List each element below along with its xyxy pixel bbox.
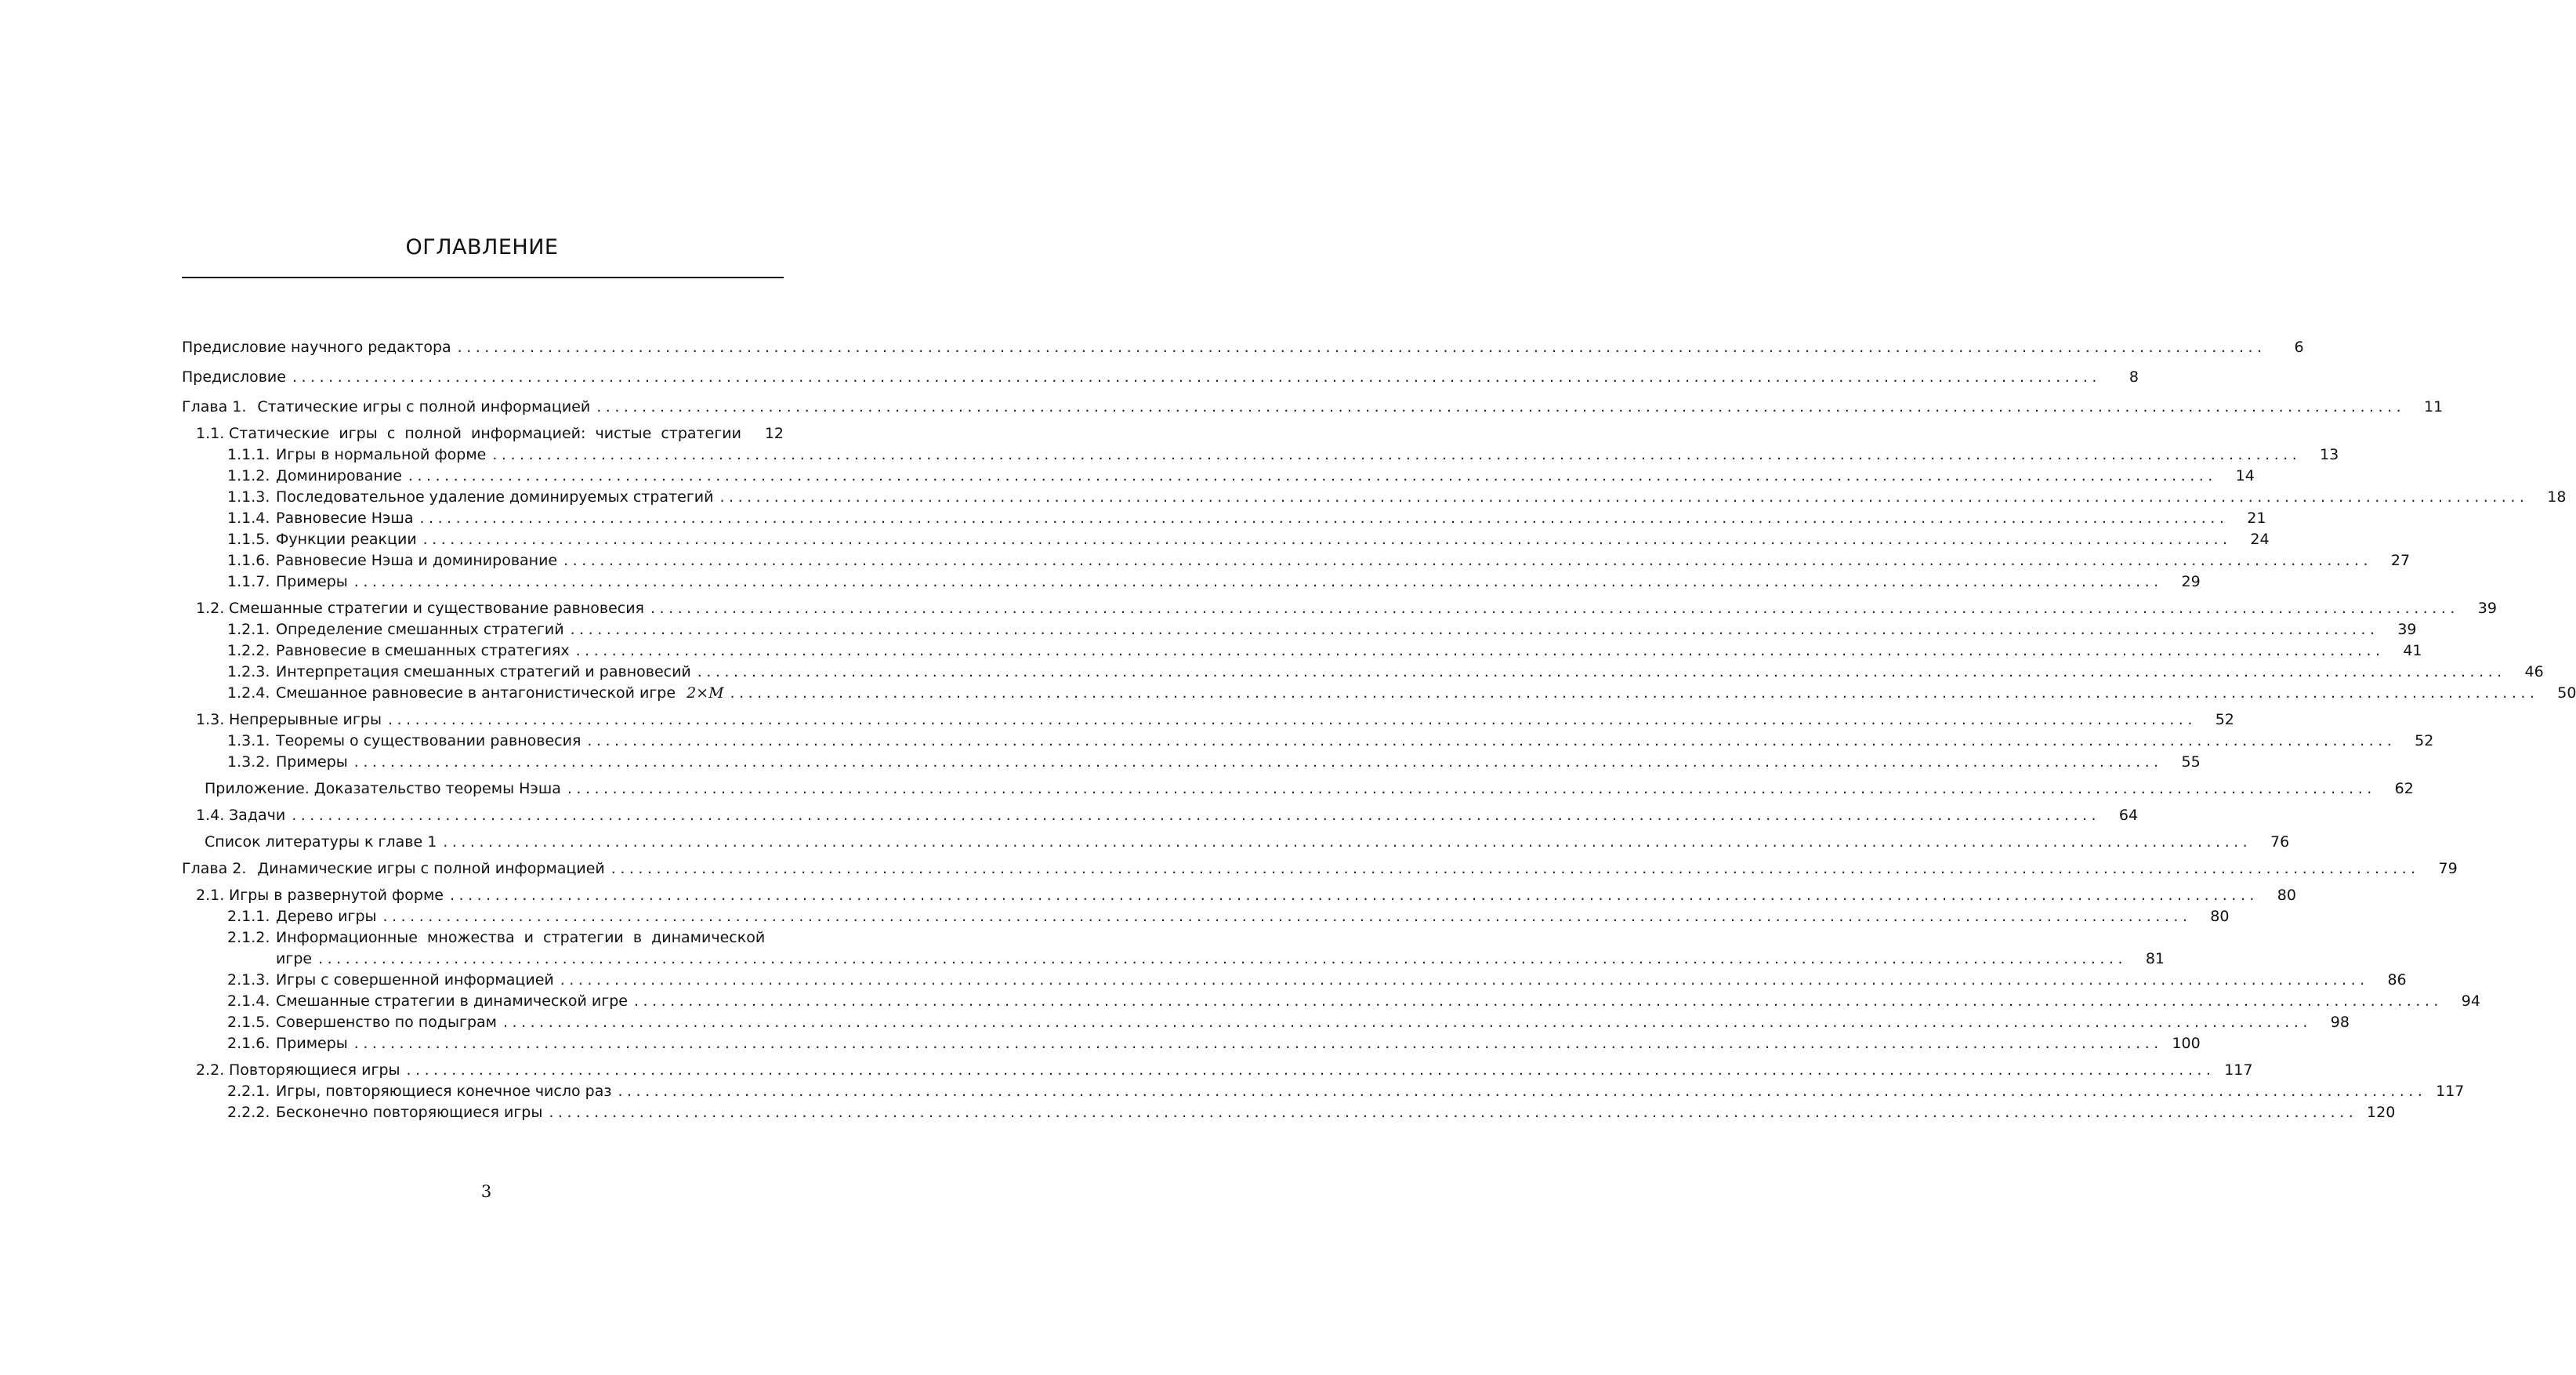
toc-entry-page: 98 — [2330, 1014, 2350, 1031]
toc-entry-title: Доминирование — [276, 467, 402, 484]
toc-entry[interactable] — [182, 752, 2201, 773]
toc-entry-number: 1.1.7. — [227, 573, 270, 590]
toc-entry-title: Предисловие научного редактора — [182, 339, 451, 356]
toc-entry-number: 2.1.5. — [227, 1014, 270, 1031]
dot-leader: ........................................................................................................................................................................................................ — [596, 398, 2406, 415]
toc-entry-page: 117 — [2436, 1083, 2465, 1100]
toc-entry-number: 1.3. — [196, 711, 225, 728]
toc-entry-number: 2.1.4. — [227, 992, 270, 1010]
toc-entry-title: Определение смешанных стратегий — [276, 621, 564, 638]
toc-entry-page: 55 — [2181, 753, 2201, 771]
toc-entry-page: 27 — [2390, 552, 2411, 569]
toc-entry-page: 18 — [2547, 488, 2567, 506]
toc-entry-page: 120 — [2367, 1104, 2396, 1121]
page-number: 3 — [480, 1182, 492, 1201]
toc-entry-number: Глава 1. — [182, 398, 247, 415]
toc-entry[interactable] — [182, 571, 2201, 593]
toc-entry[interactable] — [182, 397, 2444, 418]
toc-entry-page: 79 — [2438, 860, 2458, 877]
dot-leader: ........................................................................................................................................................................................................ — [618, 1083, 2427, 1100]
toc-entry[interactable] — [182, 423, 784, 444]
toc-entry-title: Игры в развернутой форме — [229, 887, 444, 904]
toc-entry[interactable] — [182, 619, 2417, 640]
toc-entry[interactable] — [182, 991, 2480, 1012]
dot-leader: ........................................................................................................................................................................................................ — [419, 510, 2229, 527]
toc-entry-page: 39 — [2397, 621, 2417, 638]
toc-entry-page: 86 — [2387, 971, 2407, 989]
toc-entry-number: 1.3.2. — [227, 753, 270, 771]
toc-entry[interactable] — [182, 832, 2290, 853]
toc-entry-title: Игры, повторяющиеся конечное число раз — [276, 1083, 612, 1100]
dot-leader: ........................................................................................................................................................................................................ — [634, 992, 2443, 1010]
dot-leader: ........................................................................................................................................................................................................ — [570, 621, 2379, 638]
toc-entry-page: 11 — [2423, 398, 2444, 415]
dot-leader: ........................................................................................................................................................................................................ — [382, 908, 2192, 925]
dot-leader: ........................................................................................................................................................................................................ — [353, 1035, 2163, 1052]
toc-entry[interactable] — [182, 927, 784, 949]
toc-entry-title: Смешанное равновесие в антагонистической игре — [276, 684, 676, 702]
toc-entry-page: 62 — [2394, 780, 2414, 797]
toc-entry-page: 80 — [2277, 887, 2296, 904]
toc-entry-page: 21 — [2247, 510, 2266, 527]
dot-leader: ........................................................................................................................................................................................................ — [610, 860, 2420, 877]
toc-entry-title: Предисловие — [182, 368, 286, 386]
toc-entry-page: 39 — [2477, 600, 2497, 617]
dot-leader: ........................................................................................................................................................................................................ — [292, 807, 2101, 824]
toc-entry-number: 1.1. — [196, 425, 225, 442]
toc-entry-page: 41 — [2403, 642, 2422, 659]
toc-entry-number: 2.1.3. — [227, 971, 270, 989]
table-of-contents — [182, 337, 2576, 1123]
toc-entry-title: Статические игры с полной информацией: чистые стратегии — [229, 425, 741, 442]
toc-entry[interactable] — [182, 683, 2576, 704]
toc-entry-page: 94 — [2461, 992, 2480, 1010]
toc-entry-number: 1.2. — [196, 600, 225, 617]
toc-entry-page: 117 — [2224, 1061, 2253, 1079]
toc-entry[interactable] — [182, 337, 2304, 358]
toc-entry-title: Непрерывные игры — [229, 711, 382, 728]
toc-entry[interactable] — [182, 709, 2234, 731]
toc-entry-title: Примеры — [276, 573, 348, 590]
toc-entry-title: Игры с совершенной информацией — [276, 971, 554, 989]
toc-entry[interactable] — [182, 367, 2139, 388]
toc-entry-title: Равновесие Нэша — [276, 510, 414, 527]
toc-entry-title: Динамические игры с полной информацией — [257, 860, 605, 877]
toc-entry-title: игре — [276, 950, 313, 967]
dot-leader: ........................................................................................................................................................................................................ — [549, 1104, 2358, 1121]
toc-entry-page: 50 — [2557, 684, 2576, 702]
toc-entry-number: 2.1.1. — [227, 908, 270, 925]
toc-entry-number: 2.1.6. — [227, 1035, 270, 1052]
dot-leader: ........................................................................................................................................................................................................ — [408, 467, 2217, 484]
toc-entry-page: 52 — [2215, 711, 2234, 728]
dot-leader: ........................................................................................................................................................................................................ — [457, 339, 2266, 356]
toc-entry-title: Приложение. Доказательство теоремы Нэша — [205, 780, 561, 797]
toc-entry[interactable] — [182, 508, 2266, 529]
toc-entry-title: Примеры — [276, 1035, 348, 1052]
toc-entry-title: Задачи — [229, 807, 286, 824]
toc-entry-title: Игры в нормальной форме — [276, 446, 487, 463]
dot-leader: ........................................................................................................................................................................................................ — [575, 642, 2385, 659]
toc-entry-title: Совершенство по подыграм — [276, 1014, 498, 1031]
toc-entry-page: 6 — [2294, 339, 2304, 356]
toc-entry-title: Статические игры с полной информацией — [257, 398, 591, 415]
toc-entry[interactable] — [182, 906, 2230, 927]
toc-entry-page: 64 — [2118, 807, 2139, 824]
toc-entry-page: 81 — [2145, 950, 2165, 967]
dot-leader: ........................................................................................................................................................................................................ — [492, 446, 2302, 463]
dot-leader: ........................................................................................................................................................................................................ — [719, 488, 2529, 506]
toc-entry-number: 1.1.1. — [227, 446, 270, 463]
toc-entry-page: 52 — [2415, 732, 2434, 749]
toc-entry[interactable] — [182, 444, 2339, 466]
toc-entry[interactable] — [182, 970, 2407, 991]
toc-entry-number: 1.1.4. — [227, 510, 270, 527]
toc-entry[interactable] — [182, 1033, 2201, 1054]
dot-leader: ........................................................................................................................................................................................................ — [422, 531, 2232, 548]
toc-entry-number: 1.1.2. — [227, 467, 270, 484]
toc-entry[interactable] — [182, 598, 2497, 619]
toc-entry-title: Список литературы к главе 1 — [205, 833, 437, 851]
toc-entry-number: 1.4. — [196, 807, 225, 824]
toc-entry[interactable] — [182, 487, 2567, 508]
dot-leader: ........................................................................................................................................................................................................ — [587, 732, 2397, 749]
toc-entry-page: 46 — [2524, 663, 2544, 680]
toc-entry[interactable] — [182, 778, 2414, 800]
dot-leader: ........................................................................................................................................................................................................ — [443, 833, 2252, 851]
toc-entry[interactable] — [182, 1102, 2396, 1123]
toc-entry[interactable] — [182, 550, 2411, 571]
toc-entry-page: 14 — [2235, 467, 2255, 484]
toc-entry-page: 100 — [2172, 1035, 2201, 1052]
toc-entry-number: 2.2.2. — [227, 1104, 270, 1121]
dot-leader: ........................................................................................................................................................................................................ — [560, 971, 2369, 989]
toc-entry-page: 76 — [2270, 833, 2290, 851]
toc-entry[interactable] — [182, 1081, 2465, 1102]
toc-entry-number: 2.2.1. — [227, 1083, 270, 1100]
toc-entry[interactable] — [182, 731, 2434, 752]
toc-entry-number: 1.2.3. — [227, 663, 270, 680]
toc-entry-number: 1.1.3. — [227, 488, 270, 506]
toc-entry-title: Интерпретация смешанных стратегий и равновесий — [276, 663, 691, 680]
dot-leader: ........................................................................................................................................................................................................ — [353, 753, 2163, 771]
toc-entry-math: 2×M — [687, 684, 724, 702]
toc-entry-number: 2.1. — [196, 887, 225, 904]
toc-entry-number: 1.2.2. — [227, 642, 270, 659]
dot-leader: ........................................................................................................................................................................................................ — [503, 1014, 2312, 1031]
toc-entry-number: 1.2.1. — [227, 621, 270, 638]
toc-entry-title: Функции реакции — [276, 531, 417, 548]
toc-entry-title: Бесконечно повторяющиеся игры — [276, 1104, 543, 1121]
dot-leader: ........................................................................................................................................................................................................ — [563, 552, 2373, 569]
toc-entry[interactable] — [182, 529, 2270, 550]
page-title: ОГЛАВЛЕНИЕ — [405, 235, 559, 259]
toc-entry-title: Повторяющиеся игры — [229, 1061, 400, 1079]
toc-entry[interactable] — [182, 640, 2422, 662]
toc-entry-title: Дерево игры — [276, 908, 377, 925]
dot-leader: ........................................................................................................................................................................................................ — [567, 780, 2376, 797]
dot-leader: ........................................................................................................................................................................................................ — [406, 1061, 2216, 1079]
toc-entry[interactable] — [182, 1060, 2253, 1081]
toc-entry[interactable] — [182, 885, 2296, 906]
toc-entry-title: Последовательное удаление доминируемых стратегий — [276, 488, 714, 506]
toc-entry-page: 24 — [2250, 531, 2270, 548]
toc-entry-title: Смешанные стратегии в динамической игре — [276, 992, 628, 1010]
toc-entry-title: Смешанные стратегии и существование равновесия — [229, 600, 644, 617]
toc-entry-number: 1.2.4. — [227, 684, 270, 702]
toc-entry[interactable] — [182, 949, 2165, 970]
toc-entry-page: 13 — [2320, 446, 2339, 463]
toc-entry[interactable] — [182, 466, 2255, 487]
title-rule — [182, 277, 784, 278]
dot-leader: ........................................................................................................................................................................................................ — [353, 573, 2163, 590]
toc-entry[interactable] — [182, 662, 2544, 683]
toc-entry-number: 2.2. — [196, 1061, 225, 1079]
toc-entry-number: 1.1.5. — [227, 531, 270, 548]
toc-entry-number: 1.3.1. — [227, 732, 270, 749]
toc-entry-title: Информационные множества и стратегии в динамической — [276, 929, 766, 946]
dot-leader: ........................................................................................................................................................................................................ — [318, 950, 2128, 967]
toc-entry-title: Теоремы о существовании равновесия — [276, 732, 582, 749]
dot-leader: ........................................................................................................................................................................................................ — [697, 663, 2506, 680]
toc-entry[interactable] — [182, 805, 2139, 826]
dot-leader: ........................................................................................................................................................................................................ — [387, 711, 2197, 728]
dot-leader: ........................................................................................................................................................................................................ — [730, 684, 2539, 702]
toc-entry[interactable] — [182, 1012, 2350, 1033]
toc-entry-title: Равновесие в смешанных стратегиях — [276, 642, 570, 659]
dot-leader: ........................................................................................................................................................................................................ — [450, 887, 2259, 904]
toc-entry-number: 2.1.2. — [227, 929, 270, 946]
toc-entry[interactable] — [182, 858, 2458, 880]
dot-leader: ........................................................................................................................................................................................................ — [292, 368, 2101, 386]
toc-entry-page: 29 — [2181, 573, 2201, 590]
toc-entry-page: 8 — [2129, 368, 2139, 386]
toc-entry-title: Примеры — [276, 753, 348, 771]
toc-entry-number: 1.1.6. — [227, 552, 270, 569]
toc-entry-number: Глава 2. — [182, 860, 247, 877]
toc-entry-page: 80 — [2210, 908, 2230, 925]
toc-entry-page: 12 — [764, 425, 784, 442]
dot-leader: ........................................................................................................................................................................................................ — [650, 600, 2459, 617]
toc-entry-title: Равновесие Нэша и доминирование — [276, 552, 558, 569]
